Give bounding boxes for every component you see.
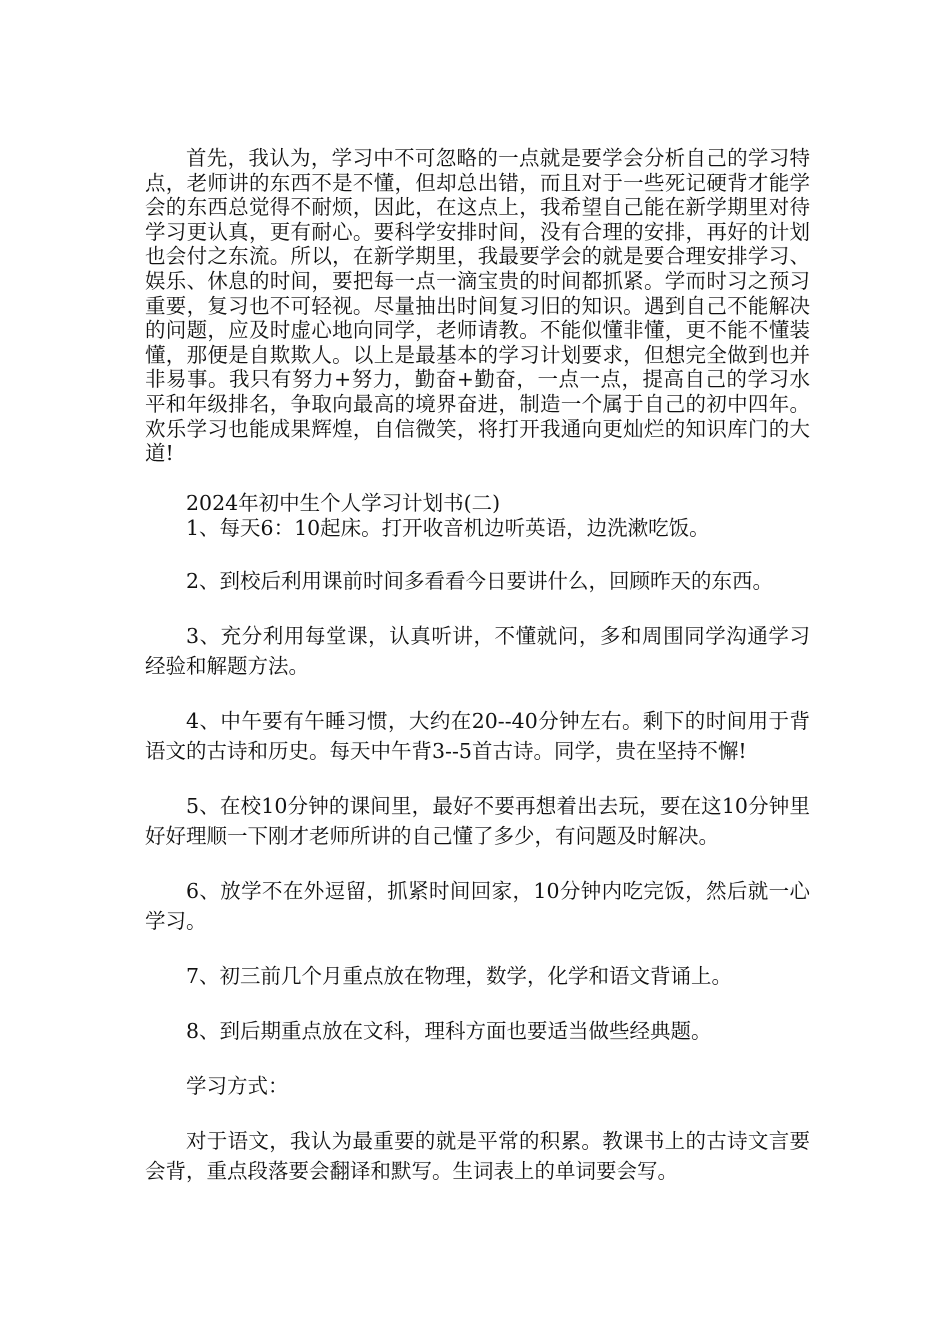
plan-item-2: 2、到校后利用课前时间多看看今日要讲什么，回顾昨天的东西。 <box>186 568 774 593</box>
plan-item-5: 5、在校10分钟的课间里，最好不要再想着出去玩，要在这10分钟里好好理顺一下刚才老师所讲的自己懂了多少，有问题及时解决。 <box>145 793 810 848</box>
plan-item-1: 1、每天6：10起床。打开收音机边听英语，边洗漱吃饭。 <box>186 515 710 540</box>
plan-item-7: 7、初三前几个月重点放在物理，数学，化学和语文背诵上。 <box>186 963 733 988</box>
plan-item-8: 8、到后期重点放在文科，理科方面也要适当做些经典题。 <box>186 1018 712 1043</box>
method-heading: 学习方式： <box>186 1073 289 1098</box>
plan-item-6: 6、放学不在外逗留，抓紧时间回家，10分钟内吃完饭，然后就一心学习。 <box>145 878 810 933</box>
document-body <box>145 146 810 1186</box>
plan-item-4: 4、中午要有午睡习惯，大约在20--40分钟左右。剩下的时间用于背语文的古诗和历史。每天中午背3--5首古诗。同学，贵在坚持不懈! <box>145 708 810 763</box>
plan-item-3: 3、充分利用每堂课，认真听讲，不懂就问，多和周围同学沟通学习经验和解题方法。 <box>145 623 810 678</box>
section-title: 2024年初中生个人学习计划书(二) <box>186 490 501 515</box>
intro-paragraph: 首先，我认为，学习中不可忽略的一点就是要学会分析自己的学习特点，老师讲的东西不是不懂，但却总出错，而且对于一些死记硬背才能学会的东西总觉得不耐烦，因此，在这点上，我希望自己能在新学期里对待学习更认真，更有耐心。要科学安排时间，没有合理的安排，再好的计划也会付之东流。所以，在新学期里，我最要学会的就是要合理安排学习、娱乐、休息的时间，要把每一点一滴宝贵的时间都抓紧。学而时习之预习重要，复习也不可轻视。尽量抽出时间复习旧的知识。遇到自己不能解决的问题，应及时虚心地向同学，老师请教。不能似懂非懂，更不能不懂装懂，那便是自欺欺人。以上是最基本的学习计划要求，但想完全做到也并非易事。我只有努力+努力，勤奋+勤奋，一点一点，提高自己的学习水平和年级排名，争取向最高的境界奋进，制造一个属于自己的初中四年。欢乐学习也能成果辉煌，自信微笑，将打开我通向更灿烂的知识库门的大道! <box>145 146 810 466</box>
method-paragraph: 对于语文，我认为最重要的就是平常的积累。教课书上的古诗文言要会背，重点段落要会翻译和默写。生词表上的单词要会写。 <box>145 1128 810 1183</box>
